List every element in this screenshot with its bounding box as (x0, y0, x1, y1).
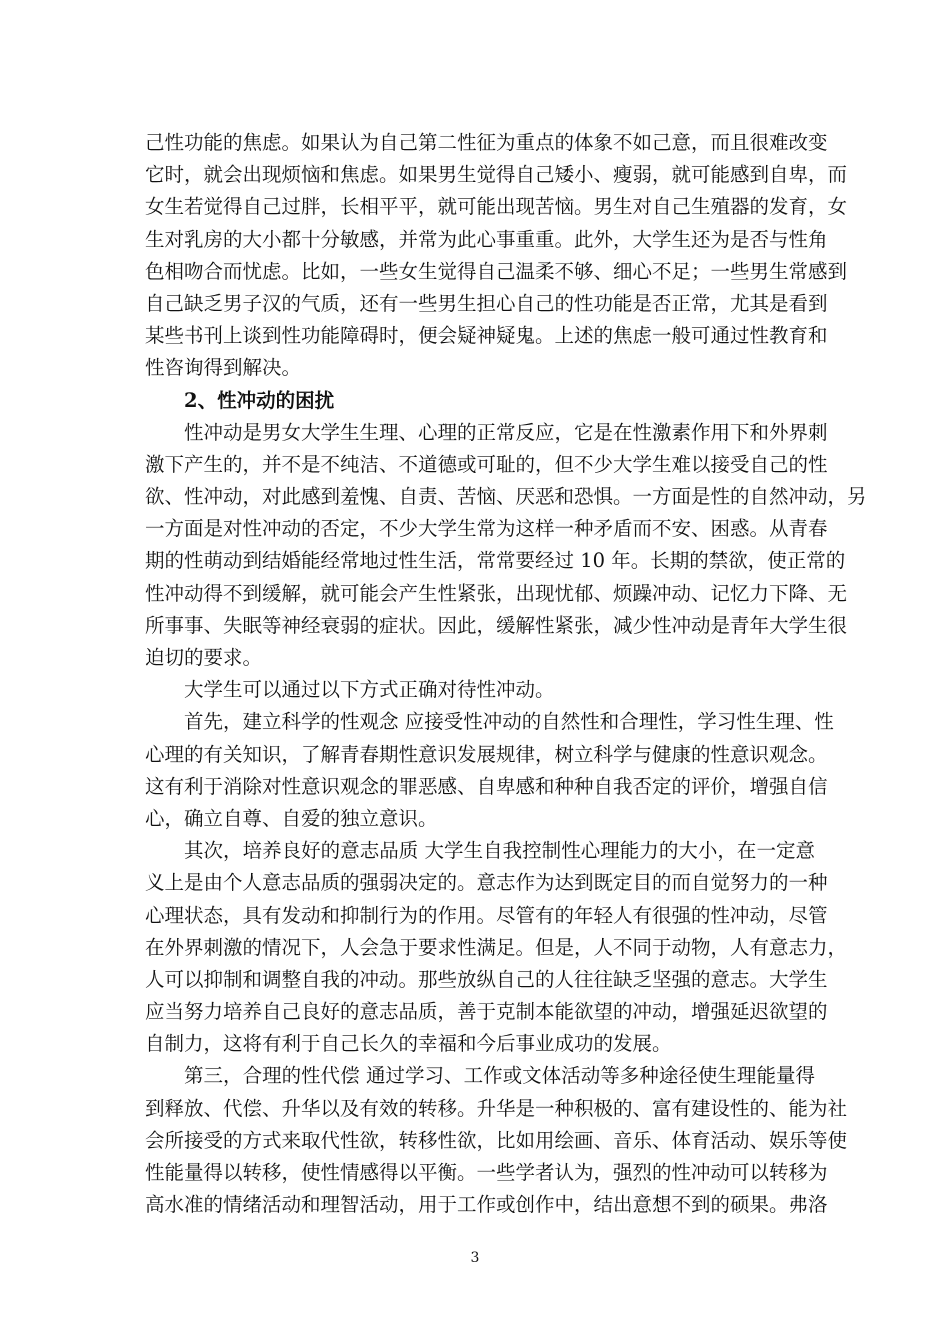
text-line: 性冲动是男女大学生生理、心理的正常反应，它是在性激素作用下和外界刺 (184, 420, 828, 444)
text-line: 所事事、失眠等神经衰弱的症状。因此，缓解性紧张，减少性冲动是青年大学生很 (145, 613, 848, 637)
text-line: 应当努力培养自己良好的意志品质，善于克制本能欲望的冲动，增强延迟欲望的 (145, 1000, 828, 1024)
text-line: 义上是由个人意志品质的强弱决定的。意志作为达到既定目的而自觉努力的一种 (145, 871, 828, 895)
text-line: 欲、性冲动，对此感到羞愧、自责、苦恼、厌恶和恐惧。一方面是性的自然冲动，另 (145, 485, 867, 509)
text-line: 它时，就会出现烦恼和焦虑。如果男生觉得自己矮小、瘦弱，就可能感到自卑，而 (145, 163, 848, 187)
text-line: 第三，合理的性代偿 通过学习、工作或文体活动等多种途径使生理能量得 (184, 1064, 815, 1088)
text-line: 其次，培养良好的意志品质 大学生自我控制性心理能力的大小，在一定意 (184, 839, 815, 863)
text-line: 自制力，这将有利于自己长久的幸福和今后事业成功的发展。 (145, 1032, 672, 1056)
text-line: 性冲动得不到缓解，就可能会产生性紧张，出现忧郁、烦躁冲动、记忆力下降、无 (145, 581, 848, 605)
document-body (145, 127, 867, 1221)
text-line: 生对乳房的大小都十分敏感，并常为此心事重重。此外，大学生还为是否与性角 (145, 227, 828, 251)
text-line: 迫切的要求。 (145, 646, 263, 669)
text-line: 期的性萌动到结婚能经常地过性生活，常常要经过 10 年。长期的禁欲，使正常的 (145, 549, 846, 573)
text-line: 色相吻合而忧虑。比如，一些女生觉得自己温柔不够、细心不足；一些男生常感到 (145, 259, 848, 283)
text-line: 性咨询得到解决。 (145, 356, 302, 380)
text-line: 会所接受的方式来取代性欲，转移性欲，比如用绘画、音乐、体育活动、娱乐等使 (145, 1128, 848, 1152)
section-heading: 2、性冲动的困扰 (184, 388, 335, 412)
text-line: 一方面是对性冲动的否定，不少大学生常为这样一种矛盾而不安、困惑。从青春 (145, 517, 828, 541)
text-line: 性能量得以转移，使性情感得以平衡。一些学者认为，强烈的性冲动可以转移为 (145, 1161, 828, 1184)
text-line: 自己缺乏男子汉的气质，还有一些男生担心自己的性功能是否正常，尤其是看到 (145, 291, 828, 315)
text-line: 心，确立自尊、自爱的独立意识。 (145, 806, 438, 830)
text-line: 到释放、代偿、升华以及有效的转移。升华是一种积极的、富有建设性的、能为社 (145, 1096, 848, 1120)
text-line: 在外界刺激的情况下，人会急于要求性满足。但是，人不同于动物，人有意志力， (145, 935, 848, 959)
text-line: 激下产生的，并不是不纯洁、不道德或可耻的，但不少大学生难以接受自己的性 (145, 452, 828, 476)
text-line: 己性功能的焦虑。如果认为自己第二性征为重点的体象不如己意，而且很难改变 (145, 131, 828, 154)
text-line: 大学生可以通过以下方式正确对待性冲动。 (184, 678, 555, 702)
text-line: 女生若觉得自己过胖，长相平平，就可能出现苦恼。男生对自己生殖器的发育，女 (145, 195, 848, 219)
text-line: 高水准的情绪活动和理智活动，用于工作或创作中，结出意想不到的硕果。弗洛 (145, 1193, 828, 1217)
text-line: 首先，建立科学的性观念 应接受性冲动的自然性和合理性，学习性生理、性 (184, 710, 834, 734)
text-line: 心理的有关知识，了解青春期性意识发展规律，树立科学与健康的性意识观念。 (145, 742, 828, 766)
text-line: 人可以抑制和调整自我的冲动。那些放纵自己的人往往缺乏坚强的意志。大学生 (145, 967, 828, 991)
text-line: 这有利于消除对性意识观念的罪恶感、自卑感和种种自我否定的评价，增强自信 (145, 774, 828, 798)
page-number: 3 (470, 1250, 480, 1266)
text-line: 某些书刊上谈到性功能障碍时，便会疑神疑鬼。上述的焦虑一般可通过性教育和 (145, 324, 828, 348)
text-line: 心理状态，具有发动和抑制行为的作用。尽管有的年轻人有很强的性冲动，尽管 (145, 903, 828, 927)
